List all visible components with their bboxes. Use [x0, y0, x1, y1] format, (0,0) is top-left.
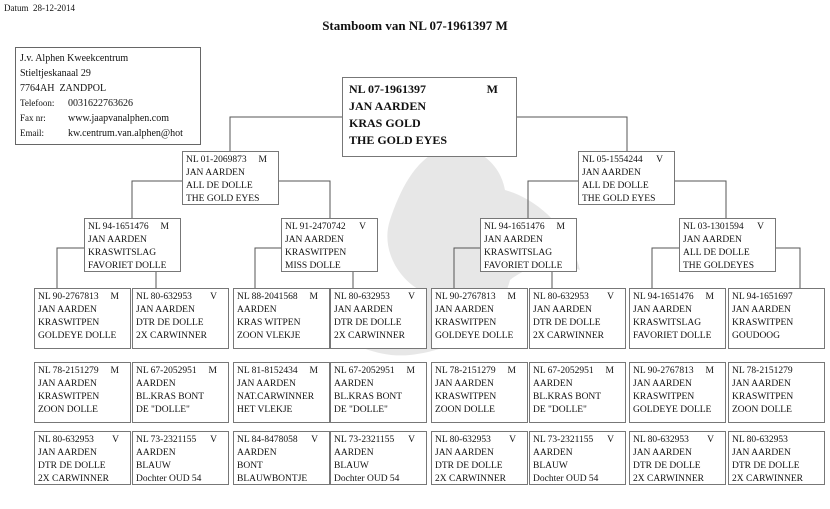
- ring-number: NL 94-1651476: [88, 222, 149, 232]
- sex: V: [707, 435, 714, 445]
- line-3: GOUDOOG: [732, 331, 781, 341]
- line-3: DE "DOLLE": [533, 405, 587, 415]
- gen2-pigeon-card[interactable]: [679, 218, 776, 272]
- date-value: 28-12-2014: [33, 3, 75, 13]
- line-3: BLAUWBONTJE: [237, 474, 308, 484]
- line-3: 2X CARWINNER: [136, 331, 207, 341]
- line-1: JAN AARDEN: [633, 305, 692, 315]
- line-2: DTR DE DOLLE: [732, 461, 800, 471]
- ring-number: NL 94-1651476: [633, 292, 694, 302]
- sex: V: [607, 292, 614, 302]
- line-3: 2X CARWINNER: [633, 474, 704, 484]
- sex: M: [705, 366, 714, 376]
- gen3-pigeon-card[interactable]: [132, 288, 229, 349]
- line-3: ZOON DOLLE: [732, 405, 792, 415]
- ring-number: NL 78-2151279: [435, 366, 496, 376]
- line-1: JAN AARDEN: [38, 305, 97, 315]
- ring-number: NL 67-2052951: [334, 366, 395, 376]
- ring-number: NL 88-2041568: [237, 292, 298, 302]
- line-3: 2X CARWINNER: [334, 331, 405, 341]
- line-2: KRAS WITPEN: [237, 318, 301, 328]
- breeder-info: [15, 47, 201, 145]
- line-1: JAN AARDEN: [633, 379, 692, 389]
- line-1: JAN AARDEN: [484, 235, 543, 245]
- line-2: KRASWITSLAG: [633, 318, 702, 328]
- sex: V: [112, 435, 119, 445]
- ring-number: NL 80-632953: [633, 435, 689, 445]
- line-3: DE "DOLLE": [136, 405, 190, 415]
- line-3: FAVORIET DOLLE: [633, 331, 712, 341]
- gen4-pigeon-card[interactable]: [431, 362, 528, 423]
- sex: V: [210, 292, 217, 302]
- line-1: JAN AARDEN: [237, 379, 296, 389]
- sex: V: [359, 222, 366, 232]
- line-3: HET VLEKJE: [237, 405, 293, 415]
- breeder-website[interactable]: www.jaapvanalphen.com: [68, 113, 169, 124]
- line-2: ALL DE DOLLE: [186, 181, 253, 191]
- gen5-pigeon-card[interactable]: [34, 431, 131, 485]
- line-3: 2X CARWINNER: [732, 474, 803, 484]
- ring-number: NL 67-2052951: [136, 366, 197, 376]
- sex: V: [210, 435, 217, 445]
- sex: M: [705, 292, 714, 302]
- line-3: GOLDEYE DOLLE: [435, 331, 514, 341]
- gen5-pigeon-card[interactable]: [132, 431, 229, 485]
- line-1: JAN AARDEN: [349, 99, 427, 113]
- gen4-pigeon-card[interactable]: [330, 362, 427, 423]
- line-1: AARDEN: [533, 379, 573, 389]
- line-3: DE "DOLLE": [334, 405, 388, 415]
- line-1: AARDEN: [334, 379, 374, 389]
- sex: M: [208, 366, 217, 376]
- line-1: JAN AARDEN: [732, 305, 791, 315]
- line-2: DTR DE DOLLE: [633, 461, 701, 471]
- line-1: JAN AARDEN: [683, 235, 742, 245]
- ring-number: NL 73-2321155: [334, 435, 395, 445]
- ring-number: NL 67-2052951: [533, 366, 594, 376]
- line-1: JAN AARDEN: [633, 448, 692, 458]
- gen2-pigeon-card[interactable]: [281, 218, 378, 272]
- sex: V: [509, 435, 516, 445]
- line-3: FAVORIET DOLLE: [484, 261, 563, 271]
- line-1: JAN AARDEN: [435, 448, 494, 458]
- ring-number: NL 91-2470742: [285, 222, 346, 232]
- gen3-pigeon-card[interactable]: [431, 288, 528, 349]
- sex: M: [110, 292, 119, 302]
- gen5-pigeon-card[interactable]: [431, 431, 528, 485]
- line-2: KRASWITPEN: [633, 392, 695, 402]
- phone-label: Telefoon:: [20, 98, 55, 108]
- line-3: Dochter OUD 54: [136, 474, 202, 484]
- ring-number: NL 84-8478058: [237, 435, 298, 445]
- sex: M: [605, 366, 614, 376]
- gen5-pigeon-card[interactable]: [529, 431, 626, 485]
- line-2: KRASWITPEN: [435, 318, 497, 328]
- breeder-postcode: 7764AH: [20, 83, 55, 94]
- ring-number: NL 90-2767813: [435, 292, 496, 302]
- gen4-pigeon-card[interactable]: [629, 362, 726, 423]
- ring-number: NL 05-1554244: [582, 155, 643, 165]
- sex: V: [408, 292, 415, 302]
- line-2: ALL DE DOLLE: [683, 248, 750, 258]
- sex: M: [556, 222, 565, 232]
- gen4-pigeon-card[interactable]: [34, 362, 131, 423]
- sex: V: [757, 222, 764, 232]
- line-1: AARDEN: [237, 305, 277, 315]
- line-3: 2X CARWINNER: [38, 474, 109, 484]
- line-1: JAN AARDEN: [533, 305, 592, 315]
- sex: M: [507, 366, 516, 376]
- sex: V: [311, 435, 318, 445]
- page-title: Stamboom van NL 07-1961397 M: [322, 18, 508, 33]
- sex: V: [408, 435, 415, 445]
- line-2: BLAUW: [136, 461, 171, 471]
- line-2: DTR DE DOLLE: [533, 318, 601, 328]
- line-2: BL.KRAS BONT: [533, 392, 602, 402]
- line-3: THE GOLD EYES: [582, 194, 656, 204]
- line-1: JAN AARDEN: [88, 235, 147, 245]
- gen3-pigeon-card[interactable]: [529, 288, 626, 349]
- line-3: ZOON VLEKJE: [237, 331, 301, 341]
- line-3: ZOON DOLLE: [435, 405, 495, 415]
- breeder-phone: 0031622763626: [68, 98, 133, 109]
- line-1: JAN AARDEN: [732, 448, 791, 458]
- gen3-pigeon-card[interactable]: [728, 288, 825, 349]
- line-1: JAN AARDEN: [435, 305, 494, 315]
- sex: M: [486, 82, 498, 96]
- line-3: FAVORIET DOLLE: [88, 261, 167, 271]
- gen1-pigeon-card[interactable]: [182, 151, 279, 205]
- sex: M: [507, 292, 516, 302]
- sex: M: [160, 222, 169, 232]
- line-1: AARDEN: [136, 448, 176, 458]
- ring-number: NL 73-2321155: [136, 435, 197, 445]
- line-1: JAN AARDEN: [136, 305, 195, 315]
- web-label: Fax nr:: [20, 113, 46, 123]
- line-2: BL.KRAS BONT: [334, 392, 403, 402]
- ring-number: NL 73-2321155: [533, 435, 594, 445]
- sex: M: [258, 155, 267, 165]
- line-3: 2X CARWINNER: [435, 474, 506, 484]
- line-1: JAN AARDEN: [285, 235, 344, 245]
- gen2-pigeon-card[interactable]: [84, 218, 181, 272]
- line-1: JAN AARDEN: [435, 379, 494, 389]
- sex: V: [607, 435, 614, 445]
- line-1: JAN AARDEN: [334, 305, 393, 315]
- line-1: JAN AARDEN: [582, 168, 641, 178]
- breeder-city: ZANDPOL: [59, 83, 107, 94]
- breeder-street: Stieltjeskanaal 29: [20, 68, 91, 79]
- ring-number: NL 01-2069873: [186, 155, 247, 165]
- line-2: BLAUW: [334, 461, 369, 471]
- line-1: JAN AARDEN: [38, 379, 97, 389]
- line-2: ALL DE DOLLE: [582, 181, 649, 191]
- line-2: KRASWITPEN: [38, 318, 100, 328]
- email-label: Email:: [20, 128, 44, 138]
- line-2: KRASWITPEN: [732, 318, 794, 328]
- line-3: THE GOLD EYES: [186, 194, 260, 204]
- line-2: KRASWITPEN: [285, 248, 347, 258]
- ring-number: NL 80-632953: [38, 435, 94, 445]
- ring-number: NL 90-2767813: [633, 366, 694, 376]
- line-3: MISS DOLLE: [285, 261, 341, 271]
- ring-number: NL 78-2151279: [732, 366, 793, 376]
- line-2: KRASWITSLAG: [484, 248, 553, 258]
- ring-number: NL 80-632953: [732, 435, 788, 445]
- line-1: AARDEN: [533, 448, 573, 458]
- gen5-pigeon-card[interactable]: [330, 431, 427, 485]
- gen4-pigeon-card[interactable]: [132, 362, 229, 423]
- line-2: BLAUW: [533, 461, 568, 471]
- line-2: DTR DE DOLLE: [38, 461, 106, 471]
- root-pigeon-card[interactable]: [342, 77, 517, 157]
- line-2: DTR DE DOLLE: [334, 318, 402, 328]
- sex: M: [406, 366, 415, 376]
- gen4-pigeon-card[interactable]: [233, 362, 330, 423]
- line-1: AARDEN: [334, 448, 374, 458]
- line-3: GOLDEYE DOLLE: [38, 331, 117, 341]
- line-2: KRAS GOLD: [349, 116, 421, 130]
- sex: V: [656, 155, 663, 165]
- ring-number: NL 90-2767813: [38, 292, 99, 302]
- gen5-pigeon-card[interactable]: [728, 431, 825, 485]
- line-2: BONT: [237, 461, 263, 471]
- gen5-pigeon-card[interactable]: [629, 431, 726, 485]
- line-1: JAN AARDEN: [186, 168, 245, 178]
- ring-number: NL 80-632953: [435, 435, 491, 445]
- line-3: 2X CARWINNER: [533, 331, 604, 341]
- line-2: KRASWITPEN: [435, 392, 497, 402]
- ring-number: NL 94-1651697: [732, 292, 793, 302]
- line-1: JAN AARDEN: [38, 448, 97, 458]
- ring-number: NL 80-632953: [533, 292, 589, 302]
- line-3: ZOON DOLLE: [38, 405, 98, 415]
- breeder-email[interactable]: kw.centrum.van.alphen@hot: [68, 128, 183, 139]
- ring-number: NL 80-632953: [334, 292, 390, 302]
- line-1: JAN AARDEN: [732, 379, 791, 389]
- sex: M: [110, 366, 119, 376]
- ring-number: NL 80-632953: [136, 292, 192, 302]
- ring-number: NL 94-1651476: [484, 222, 545, 232]
- line-3: GOLDEYE DOLLE: [633, 405, 712, 415]
- ring-number: NL 07-1961397: [349, 82, 427, 96]
- line-2: KRASWITPEN: [732, 392, 794, 402]
- gen2-pigeon-card[interactable]: [480, 218, 577, 272]
- gen3-pigeon-card[interactable]: [34, 288, 131, 349]
- line-2: KRASWITPEN: [38, 392, 100, 402]
- line-2: NAT.CARWINNER: [237, 392, 315, 402]
- ring-number: NL 78-2151279: [38, 366, 99, 376]
- ring-number: NL 81-8152434: [237, 366, 298, 376]
- gen3-pigeon-card[interactable]: [330, 288, 427, 349]
- line-2: KRASWITSLAG: [88, 248, 157, 258]
- line-3: THE GOLD EYES: [349, 133, 448, 147]
- line-3: Dochter OUD 54: [334, 474, 400, 484]
- line-2: DTR DE DOLLE: [435, 461, 503, 471]
- gen3-pigeon-card[interactable]: [629, 288, 726, 349]
- gen3-pigeon-card[interactable]: [233, 288, 330, 349]
- ring-number: NL 03-1301594: [683, 222, 744, 232]
- gen1-pigeon-card[interactable]: [578, 151, 675, 205]
- sex: M: [309, 366, 318, 376]
- line-1: AARDEN: [237, 448, 277, 458]
- line-1: AARDEN: [136, 379, 176, 389]
- date-label: Datum: [4, 3, 29, 13]
- sex: M: [309, 292, 318, 302]
- line-2: DTR DE DOLLE: [136, 318, 204, 328]
- gen4-pigeon-card[interactable]: [529, 362, 626, 423]
- line-2: BL.KRAS BONT: [136, 392, 205, 402]
- gen4-pigeon-card[interactable]: [728, 362, 825, 423]
- gen5-pigeon-card[interactable]: [233, 431, 330, 485]
- line-3: Dochter OUD 54: [533, 474, 599, 484]
- line-3: THE GOLDEYES: [683, 261, 754, 271]
- breeder-name: J.v. Alphen Kweekcentrum: [20, 53, 129, 64]
